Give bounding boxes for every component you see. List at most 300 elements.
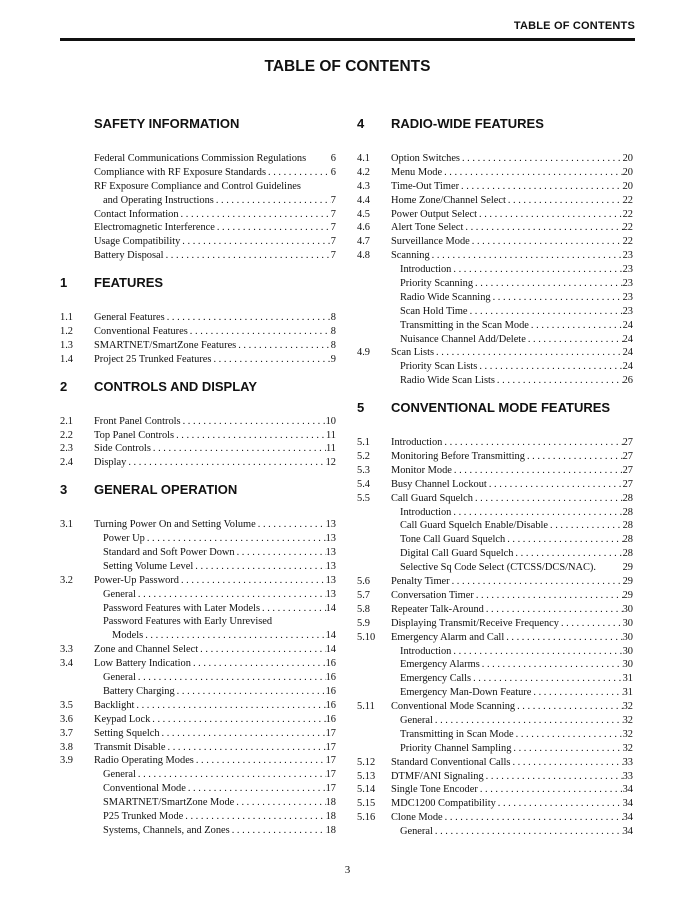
entry-page: 17 (325, 755, 336, 767)
leader-dots (183, 810, 325, 824)
section-title: CONTROLS AND DISPLAY (94, 378, 257, 394)
entry-title: and Operating Instructions (103, 194, 214, 206)
leader-dots (468, 305, 623, 319)
entry-number: 5.6 (357, 576, 370, 588)
entry-title: Tone Call Guard Squelch (400, 534, 506, 546)
section-heading (357, 400, 633, 416)
entry-title: Password Features with Early Unrevised (103, 616, 273, 628)
toc-section (357, 400, 633, 839)
toc-entry (357, 811, 633, 825)
leader-dots (451, 645, 622, 659)
toc-entry (60, 518, 336, 532)
entry-page: 20 (622, 180, 633, 192)
toc-entry (357, 208, 633, 222)
entry-number: 1.1 (60, 312, 73, 324)
toc-entry (357, 728, 633, 742)
leader-dots (136, 588, 326, 602)
entry-number: 4.1 (357, 153, 370, 164)
entry-page: 33 (622, 756, 633, 768)
entry-page: 29 (622, 576, 633, 588)
entry-title: RF Exposure Compliance and Control Guidelines (94, 180, 301, 192)
entry-number: 2.2 (60, 429, 73, 441)
entry-number: 1.3 (60, 339, 73, 351)
toc-entry (357, 603, 633, 617)
entry-title: P25 Trunked Mode (103, 810, 184, 822)
toc-entry (60, 685, 336, 699)
leader-dots (452, 464, 623, 478)
entry-title: Displaying Transmit/Receive Frequency (391, 617, 559, 629)
running-header-title: TABLE OF CONTENTS (513, 20, 635, 32)
entry-number: 3.7 (60, 727, 73, 739)
toc-entry (60, 754, 336, 768)
toc-entry (60, 221, 336, 235)
leader-dots (214, 194, 331, 208)
entry-title: Federal Communications Commission Regulations (94, 153, 307, 164)
entry-number: 5.14 (357, 784, 376, 796)
toc-entry (60, 442, 336, 456)
leader-dots (160, 727, 326, 741)
entry-title: Password Features with Later Models (103, 602, 260, 614)
entry-title: Power-Up Password (94, 574, 179, 586)
toc-entry (357, 742, 633, 756)
toc-entry (60, 741, 336, 755)
entry-title: Low Battery Indication (94, 658, 191, 670)
toc-section (60, 379, 336, 471)
leader-dots (473, 277, 623, 291)
entry-page: 8 (330, 312, 336, 324)
leader-dots (136, 768, 326, 782)
leader-dots (496, 797, 623, 811)
entry-number: 4.8 (357, 250, 370, 262)
entry-page: 18 (325, 797, 336, 809)
leader-dots (478, 783, 623, 797)
entry-number: 5.7 (357, 589, 370, 601)
leader-dots (235, 546, 326, 560)
toc-entry (60, 699, 336, 713)
toc-entry (60, 560, 336, 574)
toc-entry (60, 180, 336, 194)
toc-entry (357, 561, 633, 575)
toc-entry (357, 346, 633, 360)
entry-number: 1.4 (60, 353, 73, 365)
entry-page: 13 (325, 560, 336, 572)
entry-page: 24 (622, 361, 633, 373)
leader-dots (433, 825, 623, 839)
leader-dots (194, 754, 326, 768)
leader-dots (442, 436, 622, 450)
entry-title: Display (94, 457, 127, 469)
toc-entry (60, 166, 336, 180)
leader-dots (191, 657, 326, 671)
entry-title: Digital Call Guard Squelch (400, 548, 514, 560)
leader-dots (470, 235, 623, 249)
toc-entry (357, 658, 633, 672)
entry-number: 5.10 (357, 631, 376, 643)
entry-title: Transmitting in Scan Mode (400, 728, 514, 740)
toc-entry (60, 796, 336, 810)
toc-entry (357, 319, 633, 333)
leader-dots (477, 360, 622, 374)
entry-page: 12 (325, 457, 336, 469)
entry-title: Time-Out Timer (391, 180, 460, 192)
entry-page: 34 (622, 784, 633, 796)
entry-page: 23 (622, 305, 633, 317)
toc-section (60, 116, 336, 263)
toc-entry (357, 436, 633, 450)
entry-title: Conventional Features (94, 326, 188, 338)
entry-number: 4.7 (357, 236, 370, 248)
entry-page: 27 (622, 464, 633, 476)
entry-title: Emergency Alarms (400, 659, 480, 671)
entry-page: 30 (622, 645, 633, 657)
entry-title: Power Up (103, 533, 145, 545)
leader-dots (188, 325, 331, 339)
entry-title: DTMF/ANI Signaling (391, 770, 484, 782)
entry-title: Compliance with RF Exposure Standards (94, 166, 267, 178)
entry-title: Front Panel Controls (94, 415, 181, 427)
entry-title: Top Panel Controls (94, 429, 175, 441)
entry-title: Backlight (94, 699, 135, 711)
entry-page: 22 (622, 236, 633, 248)
toc-entry (60, 429, 336, 443)
entry-page: 30 (622, 631, 633, 643)
entry-page: 18 (325, 810, 336, 822)
entry-page: 22 (622, 208, 633, 220)
entry-title: Standard and Soft Power Down (103, 547, 235, 559)
entry-page: 6 (330, 153, 336, 164)
entry-title: Priority Scanning (400, 278, 474, 290)
entry-title: Usage Compatibility (94, 236, 181, 248)
entry-page: 20 (622, 166, 633, 178)
entry-title: Emergency Alarm and Call (391, 631, 505, 643)
leader-dots (477, 208, 623, 222)
toc-entry (357, 575, 633, 589)
entry-number: 3.5 (60, 699, 73, 711)
entry-page: 16 (325, 658, 336, 670)
toc-entry (357, 291, 633, 305)
toc-entry (60, 235, 336, 249)
entry-title: Radio Operating Modes (94, 755, 194, 767)
toc-entry (60, 810, 336, 824)
entry-page: 11 (325, 429, 336, 441)
entry-title: Alert Tone Select (391, 222, 464, 234)
entry-title: Systems, Channels, and Zones (103, 824, 230, 836)
entry-page: 17 (325, 783, 336, 795)
leader-dots (460, 152, 623, 166)
section-number: 4 (357, 116, 365, 131)
toc-entry (357, 547, 633, 561)
toc-entry (60, 456, 336, 470)
entry-number: 5.3 (357, 464, 370, 476)
leader-dots (179, 574, 326, 588)
leader-dots (495, 374, 623, 388)
leader-dots (211, 353, 330, 367)
toc-entry (357, 645, 633, 659)
section-heading (357, 116, 633, 132)
entry-title: Contact Information (94, 208, 179, 220)
leader-dots (174, 429, 326, 443)
leader-dots (136, 671, 326, 685)
entry-page: 13 (325, 547, 336, 559)
toc-entry (357, 374, 633, 388)
entry-title: Conventional Mode Scanning (391, 701, 516, 713)
section-title: SAFETY INFORMATION (94, 116, 240, 131)
leader-dots (443, 811, 623, 825)
toc-entry (357, 672, 633, 686)
entry-page: 8 (330, 339, 336, 351)
toc-entry (357, 617, 633, 631)
entry-page: 16 (325, 713, 336, 725)
entry-title: SMARTNET/SmartZone Features (94, 339, 237, 351)
entry-page: 22 (622, 222, 633, 234)
toc-entry (60, 152, 336, 166)
leader-dots (433, 714, 623, 728)
entry-title: Clone Mode (391, 812, 443, 824)
entry-page: 17 (325, 769, 336, 781)
entry-title: Radio Wide Scanning (400, 291, 491, 303)
toc-entry (357, 152, 633, 166)
entry-page: 27 (622, 437, 633, 449)
entry-title: Electromagnetic Interference (94, 222, 215, 234)
toc-entry (357, 478, 633, 492)
entry-page: 28 (622, 534, 633, 546)
toc-entry (60, 713, 336, 727)
toc-entry (357, 221, 633, 235)
toc-entry (357, 305, 633, 319)
entry-number: 5.8 (357, 603, 370, 615)
entry-page: 7 (330, 236, 336, 248)
leader-dots (480, 658, 623, 672)
entry-number: 5.2 (357, 451, 370, 463)
leader-dots (515, 700, 623, 714)
leader-dots (473, 492, 623, 506)
entry-page: 18 (325, 824, 336, 836)
leader-dots (234, 796, 325, 810)
toc-section (357, 116, 633, 388)
toc-entry (60, 602, 336, 616)
toc-entry (60, 727, 336, 741)
entry-page: 16 (325, 685, 336, 697)
toc-entry (357, 450, 633, 464)
toc-entry (60, 824, 336, 838)
leader-dots (143, 629, 325, 643)
leader-dots (513, 547, 622, 561)
toc-entry (357, 783, 633, 797)
entry-number: 4.5 (357, 208, 370, 220)
toc-entry (60, 532, 336, 546)
toc-entry (357, 756, 633, 770)
toc-section (60, 482, 336, 837)
entry-page: 10 (325, 415, 336, 427)
entry-number: 5.11 (357, 701, 375, 713)
entry-number: 5.9 (357, 617, 370, 629)
entry-page: 16 (325, 699, 336, 711)
entry-title: MDC1200 Compatibility (391, 798, 496, 810)
entry-title: SMARTNET/SmartZone Mode (103, 797, 235, 809)
toc-entry (60, 643, 336, 657)
leader-dots (166, 741, 326, 755)
entry-page: 11 (325, 443, 336, 455)
leader-dots (450, 575, 623, 589)
entry-page: 28 (622, 492, 633, 504)
entry-title: Transmit Disable (94, 741, 166, 753)
entry-title: Setting Volume Level (103, 560, 194, 572)
leader-dots (150, 713, 325, 727)
leader-dots (474, 589, 623, 603)
entry-number: 3.2 (60, 574, 73, 586)
entry-page: 9 (330, 353, 336, 365)
entry-number: 5.16 (357, 812, 376, 824)
toc-entry (357, 700, 633, 714)
entry-title: Standard Conventional Calls (391, 756, 511, 768)
entry-title: Battery Disposal (94, 250, 164, 262)
entry-page: 13 (325, 533, 336, 545)
entry-page: 24 (622, 319, 633, 331)
toc-entry (60, 194, 336, 208)
entry-page: 28 (622, 548, 633, 560)
entry-title: Penalty Timer (391, 576, 450, 588)
entry-title: Setting Squelch (94, 727, 160, 739)
entry-page: 16 (325, 672, 336, 684)
entry-number: 3.3 (60, 644, 73, 656)
entry-number: 4.3 (357, 180, 370, 192)
entry-title: Side Controls (94, 443, 151, 455)
entry-number: 5.1 (357, 437, 370, 449)
entry-title: General (103, 588, 136, 600)
leader-dots (487, 478, 623, 492)
entry-title: Emergency Man-Down Feature (400, 687, 532, 699)
entry-page: 14 (325, 602, 336, 614)
leader-dots (186, 782, 326, 796)
entry-page: 8 (330, 326, 336, 338)
leader-dots (256, 518, 326, 532)
toc-entry (357, 166, 633, 180)
entry-number: 4.2 (357, 166, 370, 178)
toc-entry (60, 339, 336, 353)
entry-title: Monitor Mode (391, 464, 452, 476)
leader-dots (442, 166, 623, 180)
toc-right-column (357, 116, 633, 851)
entry-page: 31 (622, 687, 633, 699)
section-heading (60, 275, 336, 291)
leader-dots (236, 339, 331, 353)
toc-entry (357, 492, 633, 506)
entry-title: Priority Channel Sampling (400, 742, 512, 754)
entry-title: Introduction (400, 506, 452, 518)
entry-page: 28 (622, 520, 633, 532)
toc-entry (60, 588, 336, 602)
entry-title: Home Zone/Channel Select (391, 194, 506, 206)
entry-page: 7 (330, 222, 336, 234)
entry-number: 5.5 (357, 492, 370, 504)
toc-entry (60, 249, 336, 263)
entry-title: General (400, 714, 433, 726)
leader-dots (134, 699, 325, 713)
leader-dots (459, 180, 623, 194)
leader-dots (181, 415, 326, 429)
entry-number: 4.4 (357, 194, 370, 206)
entry-page: 17 (325, 727, 336, 739)
entry-page: 29 (622, 589, 633, 601)
entry-page: 20 (622, 153, 633, 164)
page-title: TABLE OF CONTENTS (264, 58, 431, 75)
leader-dots (180, 235, 331, 249)
toc-entry (357, 825, 633, 839)
entry-page: 27 (622, 451, 633, 463)
entry-title: Nuisance Channel Add/Delete (400, 333, 526, 345)
entry-title: Emergency Calls (400, 673, 472, 685)
toc-entry (60, 546, 336, 560)
entry-title: Surveillance Mode (391, 236, 470, 248)
entry-title: Transmitting in the Scan Mode (400, 319, 529, 331)
entry-page: 30 (622, 659, 633, 671)
entry-page: 23 (622, 264, 633, 276)
leader-dots (193, 560, 325, 574)
entry-title: Introduction (400, 645, 452, 657)
leader-dots (525, 450, 623, 464)
section-number: 2 (60, 378, 68, 394)
leader-dots (548, 519, 623, 533)
entry-title: Option Switches (391, 153, 460, 164)
entry-title: General (103, 672, 136, 684)
section-title: CONVENTIONAL MODE FEATURES (391, 400, 611, 416)
leader-dots (151, 442, 326, 456)
leader-dots (451, 263, 622, 277)
entry-number: 4.9 (357, 347, 370, 359)
toc-entry (357, 686, 633, 700)
toc-entry (357, 464, 633, 478)
section-heading (60, 379, 336, 395)
leader-dots (164, 249, 331, 263)
toc-entry (357, 235, 633, 249)
toc-entry (357, 714, 633, 728)
entry-page: 24 (622, 347, 633, 359)
entry-page: 34 (622, 798, 633, 810)
entry-title: Monitoring Before Transmitting (391, 451, 525, 463)
section-number: 5 (357, 400, 365, 416)
entry-page: 17 (325, 741, 336, 753)
entry-number: 5.12 (357, 756, 376, 768)
leader-dots (266, 166, 331, 180)
leader-dots (145, 532, 326, 546)
entry-page: 32 (622, 701, 633, 713)
entry-number: 2.4 (60, 457, 73, 469)
entry-title: Scan Hold Time (400, 305, 468, 317)
toc-entry (60, 353, 336, 367)
entry-title: Priority Scan Lists (400, 361, 478, 373)
entry-title: Introduction (400, 264, 452, 276)
section-number: 3 (60, 482, 68, 498)
entry-title: Project 25 Trunked Features (94, 353, 212, 365)
entry-page: 30 (622, 603, 633, 615)
toc-entry (357, 533, 633, 547)
entry-number: 4.6 (357, 222, 370, 234)
toc-entry (60, 657, 336, 671)
entry-page: 34 (622, 826, 633, 838)
toc-entry (357, 249, 633, 263)
entry-page: 23 (622, 278, 633, 290)
section-title: RADIO-WIDE FEATURES (391, 116, 544, 131)
entry-page: 28 (622, 506, 633, 518)
entry-title: General (400, 826, 433, 838)
leader-dots (471, 672, 623, 686)
entry-page: 7 (330, 250, 336, 262)
leader-dots (504, 631, 622, 645)
entry-title: General Features (94, 312, 165, 324)
entry-title: Models (112, 630, 144, 642)
entry-number: 3.4 (60, 658, 73, 670)
entry-title: Conversation Timer (391, 589, 474, 601)
